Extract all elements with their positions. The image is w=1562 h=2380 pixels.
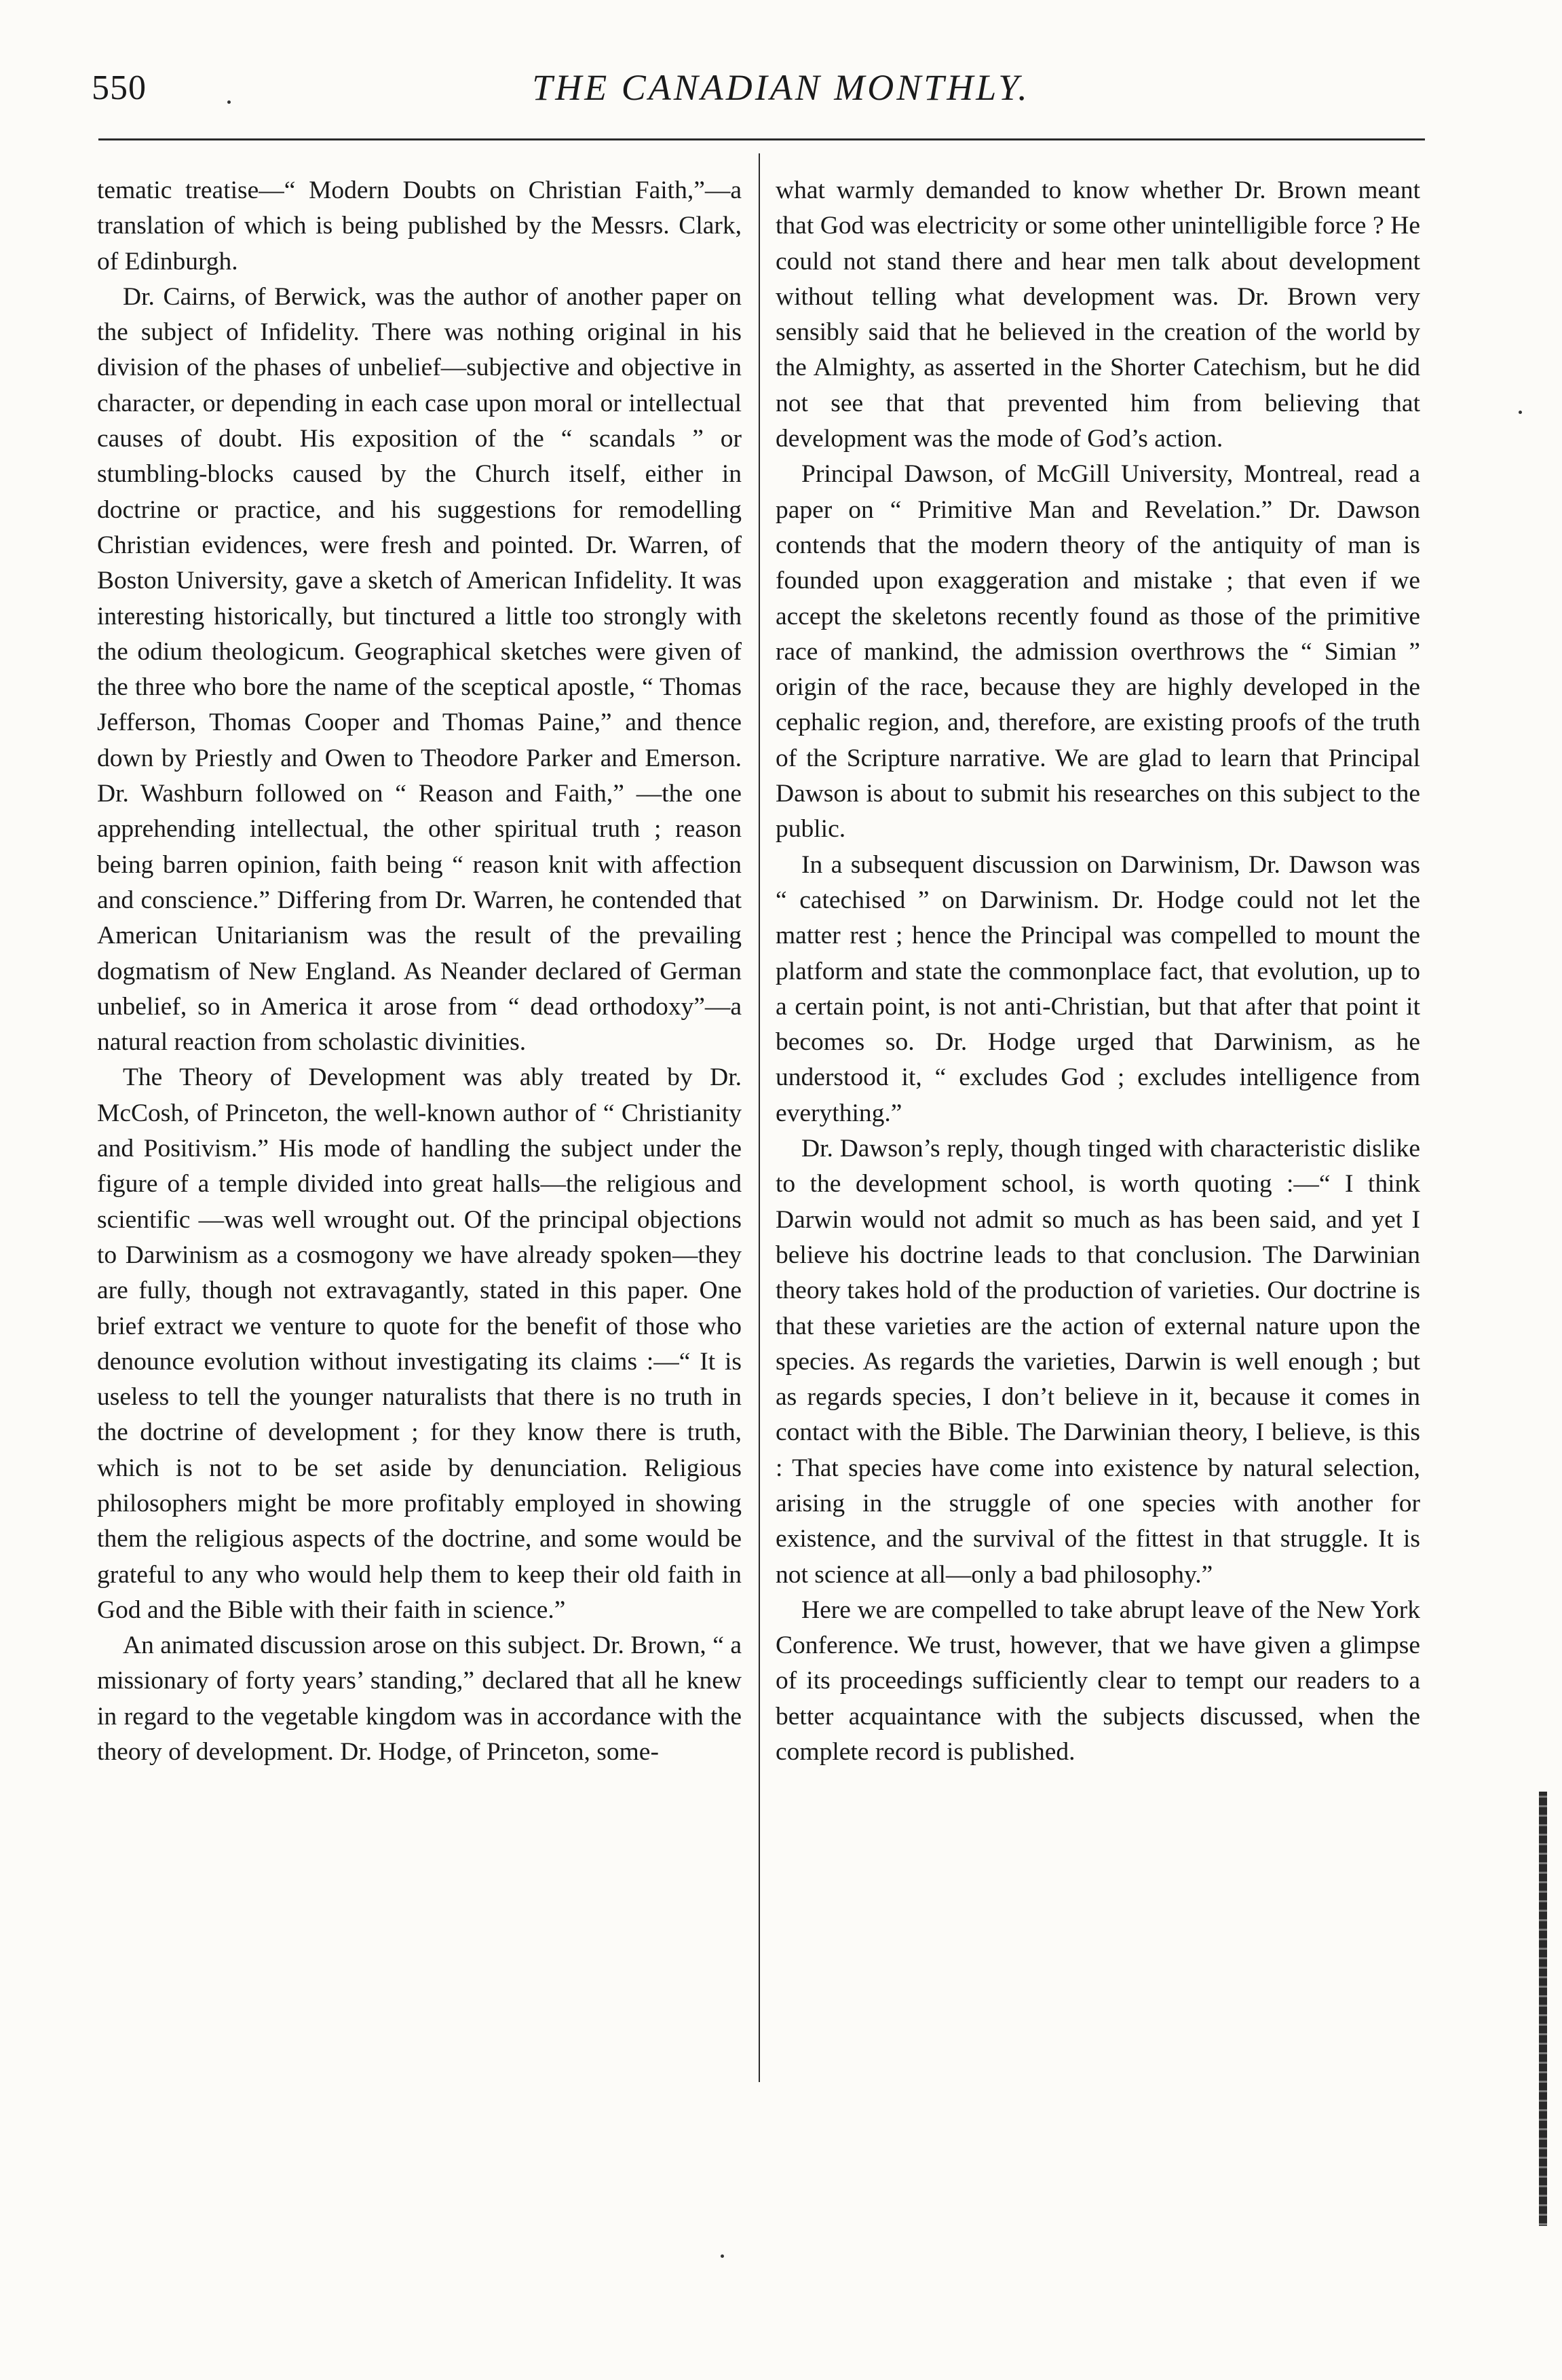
header-rule (98, 138, 1425, 140)
running-head: THE CANADIAN MONTHLY. (532, 67, 1030, 108)
paragraph: An animated discussion arose on this subject. Dr. Brown, “ a missionary of forty years’ standing,” declared that all he knew in regard to the vegetable kingdom was in accordance with the theory of development. Dr. Hodge, of Princeton, some- (97, 1631, 742, 1767)
paragraph: what warmly demanded to know whether Dr. Brown meant that God was electricity or some other unintelligible force ? He could not stand there and hear men talk about development without telling what development was. Dr. Brown very sensibly said that he believed in the creation of the world by the Almighty, as asserted in the Shorter Catechism, but he did not see that that prevented him from believing that development was the mode of God’s action. (776, 176, 1420, 453)
right-column (776, 173, 1420, 1770)
paragraph: Dr. Cairns, of Berwick, was the author of another paper on the subject of Infidelity. There was nothing original in his division of the phases of unbelief—subjective and objective in character, or depending in each case upon moral or intellectual causes of doubt. His exposition of the “ scandals ” or stumbling-blocks caused by the Church itself, either in doctrine or practice, and his suggestions for remodelling Christian evidences, were fresh and pointed. Dr. Warren, of Boston University, gave a sketch of American Infidelity. It was interesting historically, but tinctured a little too strongly with the odium theologicum. Geographical sketches were given of the three who bore the name of the sceptical apostle, “ Thomas Jefferson, Thomas Cooper and Thomas Paine,” and thence down by Priestly and Owen to Theodore Parker and Emerson. Dr. Washburn followed on “ Reason and Faith,” —the one apprehending intellectual, the other spiritual truth ; reason being barren opinion, faith being “ reason knit with affection and conscience.” Differing from Dr. Warren, he contended that American Unitarianism was the result of the prevailing dogmatism of New England. As Neander declared of German unbelief, so in America it arose from “ dead orthodoxy”—a natural reaction from scholastic divinities. (97, 282, 742, 1057)
scan-edge-mark (1539, 1792, 1547, 2226)
paragraph: The Theory of Development was ably treated by Dr. McCosh, of Princeton, the well-known author of “ Christianity and Positivism.” His mode of handling the subject under the figure of a temple divided into great halls—the religious and scientific —was well wrought out. Of the principal objections to Darwinism as a cosmogony we have already spoken—they are fully, though not extravagantly, stated in this paper. One brief extract we venture to quote for the benefit of those who denounce evolution without investigating its claims :—“ It is useless to tell the younger naturalists that there is no truth in the doctrine of development ; for they know there is truth, which is not to be set aside by denunciation. Religious philosophers might be more profitably employed in showing them the religious aspects of the doctrine, and some would be grateful to any who would help them to keep their old faith in God and the Bible with their faith in science.” (97, 1063, 742, 1624)
scan-speck (721, 2254, 724, 2258)
paragraph: tematic treatise—“ Modern Doubts on Christian Faith,”—a translation of which is being published by the Messrs. Clark, of Edinburgh. (97, 176, 742, 276)
paragraph: In a subsequent discussion on Darwinism, Dr. Dawson was “ catechised ” on Darwinism. Dr. Hodge could not let the matter rest ; hence the Principal was compelled to mount the platform and state the commonplace fact, that evolution, up to a certain point, is not anti-Christian, but that after that point it becomes so. Dr. Hodge urged that Darwinism, as he understood it, “ excludes God ; excludes intelligence from everything.” (776, 850, 1420, 1127)
page-number: 550 (92, 69, 147, 107)
paragraph: Dr. Dawson’s reply, though tinged with characteristic dislike to the development school, is worth quoting :—“ I think Darwin would not admit so much as has been said, and yet I believe his doctrine leads to that conclusion. The Darwinian theory takes hold of the production of varieties. Our doctrine is that these varieties are the action of external nature upon the species. As regards the varieties, Darwin is well enough ; but as regards species, I don’t believe in it, because it comes in contact with the Bible. The Darwinian theory, I believe, is this : That species have come into existence by natural selection, arising in the struggle of one species with another for existence, and the survival of the fittest in that struggle. It is not science at all—only a bad philosophy.” (776, 1135, 1420, 1589)
paragraph: Here we are compelled to take abrupt leave of the New York Conference. We trust, however, that we have given a glimpse of its proceedings sufficiently clear to tempt our readers to a better acquaintance with the subjects discussed, when the complete record is published. (776, 1595, 1420, 1767)
scan-speck (227, 100, 231, 104)
scan-speck (1519, 411, 1522, 414)
column-divider (759, 153, 760, 2082)
paragraph: Principal Dawson, of McGill University, Montreal, read a paper on “ Primitive Man and Revelation.” Dr. Dawson contends that the modern theory of the antiquity of man is founded upon exaggeration and mistake ; that even if we accept the skeletons recently found as those of the primitive race of mankind, the admission overthrows the “ Simian ” origin of the race, because they are highly developed in the cephalic region, and, therefore, are existing proofs of the truth of the Scripture narrative. We are glad to learn that Principal Dawson is about to submit his researches on this subject to the public. (776, 460, 1420, 844)
left-column (97, 173, 742, 1770)
